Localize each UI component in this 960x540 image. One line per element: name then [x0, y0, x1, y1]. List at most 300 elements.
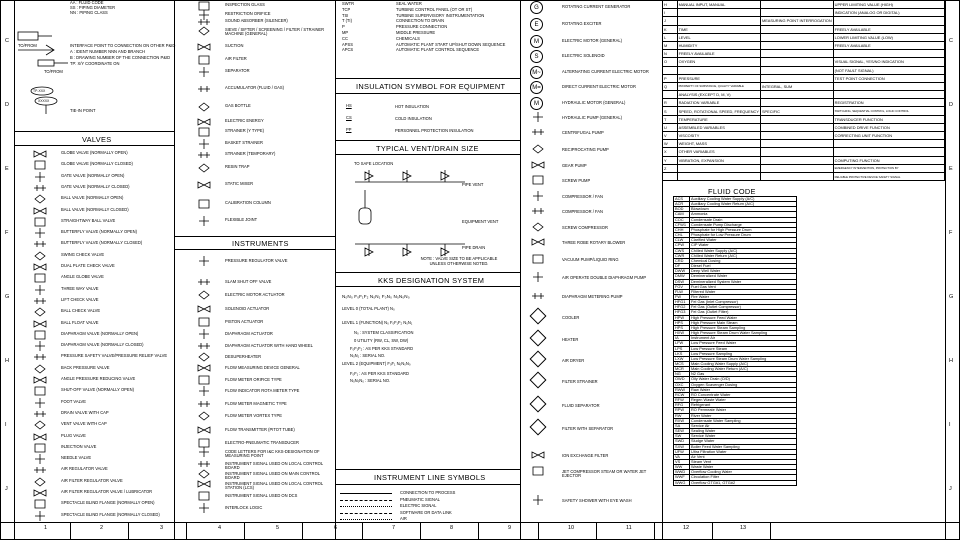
instrument-label: FLOW TRANSMITTER (PITOT TUBE): [225, 427, 295, 432]
equipment-label: SOUND ABSORBER (SILENCER): [225, 18, 288, 23]
fluid-code: CFW1: [674, 222, 690, 227]
fluid-description: High Pressure Feed Water: [690, 315, 797, 320]
kks-line: F₀F₁ : AS PER KKS STANDARD: [350, 371, 409, 376]
valve-symbol-icon: [32, 319, 48, 329]
abbrev-code: SWTR: [342, 1, 355, 6]
instrument-symbol-icon: [196, 386, 212, 396]
abbrev-meaning: CHEMICALS: [396, 35, 420, 41]
insulation-code: PP: [346, 127, 352, 132]
kks-letter-cell: RELIABLE PROTECTIVE DEVICE SAFETY SIGNAL: [833, 172, 944, 180]
rotating-label: ROTATING EXCITER: [562, 21, 602, 26]
fluid-description: Diesel Fuel: [690, 264, 797, 269]
fluid-description: Main Cooling Water Return (A/C): [690, 367, 797, 372]
kks-line: LEVEL 0 (TOTAL PLANT) N₀: [342, 306, 395, 311]
instrument-label: FLOW MEASURING DEVICE GENERAL: [225, 365, 300, 370]
valve-symbol-icon: [32, 443, 48, 453]
fluid-code: HFG2: [674, 305, 690, 310]
rotating-label: AIR OPERATE DOUBLE DIAPHRAGM PUMP: [562, 275, 647, 280]
fluid-code: WWF: [674, 475, 690, 480]
kks-letter-cell: [760, 99, 833, 107]
rotating-label: DIAPHRAGM METERING PUMP: [562, 294, 623, 299]
abbrev-code: CC: [342, 35, 348, 41]
safe-location-label: TO SAFE LOCATION: [354, 161, 394, 166]
section-line: [14, 131, 174, 132]
fluid-description: Circulation Filter: [690, 475, 797, 480]
fluid-description: Condensate Pump Discharge: [690, 222, 797, 227]
valve-symbol-icon: [32, 172, 48, 182]
fluid-description: Auxiliary Cooling Water Return (A/C): [690, 202, 797, 207]
kks-letter-cell: COMPUTING FUNCTION: [833, 156, 944, 164]
equipment-label: STATIC MIXER: [225, 181, 254, 186]
left-margin-line: [14, 0, 15, 540]
kks-letter-row: [663, 74, 945, 82]
valve-label: AIR FILTER REGULATOR VALVE: [61, 477, 123, 483]
equipment-symbol-icon: [196, 216, 212, 226]
instrument-symbol-icon: [196, 329, 212, 339]
abbrev-code: APCS: [342, 47, 354, 53]
rotating-label: ELECTRIC MOTOR (GENERAL): [562, 38, 622, 43]
pipe-vent-label: PIPE VENT: [462, 182, 484, 187]
row-label: E: [949, 166, 953, 172]
column-tick: [478, 522, 479, 540]
fluid-code: OXC: [674, 382, 690, 387]
equipment-symbol-icon: [196, 180, 212, 190]
valve-label: AIR FILTER REGULATOR VALVE / LUBRICATOR: [61, 489, 153, 494]
fluid-description: Instrument Air: [690, 336, 797, 341]
abbrev-meaning: SEAL WATER: [396, 1, 422, 6]
valve-symbol-icon: [32, 375, 48, 385]
line-symbol-label: AIR: [400, 516, 407, 521]
rotating-label: SAFETY SHOWER WITH EYE WASH: [562, 498, 632, 503]
valve-symbol-icon: [32, 206, 48, 216]
valve-symbol-icon: [32, 398, 48, 408]
instrument-label: DIAPHRAGM ACTUATOR: [225, 331, 273, 336]
instrument-symbol-icon: [196, 341, 212, 351]
valve-label: DIAPHRAGM VALVE (NORMALLY CLOSED): [61, 342, 144, 348]
pump-symbol-icon: [530, 272, 546, 282]
valve-label: FOOT VALVE: [61, 398, 87, 404]
instrument-symbol-icon: [196, 256, 212, 266]
kks-line: N₀N₀N₀ : SERIAL NO.: [350, 378, 391, 383]
abbrev-code: TCP: [342, 6, 351, 12]
kks-letter-cell: [833, 140, 944, 148]
valve-symbol-icon: [32, 477, 48, 487]
abbrev-meaning: TURBINE CONTROL PANEL (OT OR ST): [396, 6, 473, 12]
valve-symbol-icon: [32, 160, 48, 170]
fluid-code: CHL: [674, 233, 690, 238]
kks-letter-cell: SPEED, ROTATIONAL SPEED, FREQUENCY: [678, 108, 759, 114]
column-label: 3: [160, 525, 164, 531]
rotating-label: COOLER: [562, 315, 580, 320]
fluid-code-title: FLUID CODE: [708, 187, 756, 196]
kks-letter-cell: TEMPERATURE: [677, 115, 760, 123]
column-tick: [770, 522, 771, 540]
valve-label: SPECTACLE BLIND FLANGE (NORMALLY CLOSED): [61, 511, 160, 517]
line-symbol-label: CONNECTION TO PROCESS: [400, 490, 456, 495]
valve-symbol-icon: [32, 307, 48, 317]
valve-label: BACK PRESSURE VALVE: [61, 364, 110, 370]
fluid-description: Deep Well Water: [690, 269, 797, 274]
kks-letter-cell: VIBRATION, EXPANSION: [677, 156, 760, 164]
kks-letter-row: [663, 50, 945, 58]
kks-line: LEVEL 2 (EQUIPMENT) F₀F₁ N₀N₀N₀: [342, 361, 411, 366]
kks-letter-row: [663, 115, 945, 123]
line-symbol-label: PNEUMATIC SIGNAL: [400, 496, 440, 502]
rotating-symbol-icon: M: [530, 97, 543, 110]
interface-note: TP: X/Y COORDINATE ON: [70, 61, 120, 66]
row-label: C: [949, 38, 953, 44]
section-line: [335, 78, 520, 79]
valve-label: SWING CHECK VALVE: [61, 251, 105, 257]
valve-label: PLUG VALVE: [61, 432, 86, 438]
kks-letter-row: [663, 66, 945, 74]
rotating-symbol-icon: G: [530, 1, 543, 14]
fluid-description: Fire Water: [690, 294, 797, 299]
pump-symbol-icon: [530, 291, 546, 301]
kks-letter-cell: SWITCHING, SEQUENTIAL CONTROL, LOGIC CONTROL: [833, 107, 944, 115]
pump-symbol-icon: [530, 237, 546, 247]
rotating-label: ION EXCHANGE FILTER: [562, 453, 609, 458]
kks-letter-row: [663, 1, 945, 9]
abbrev-meaning: AUTOMATIC PLANT START UP/SHUT DOWN SEQUENCE: [396, 41, 506, 47]
fluid-description: Service Air: [690, 423, 797, 428]
kks-letter-cell: [760, 1, 833, 9]
valve-label: INJECTION VALVE: [61, 443, 97, 449]
kks-letter-cell: [663, 91, 678, 99]
fluid-description: Air Vent: [690, 454, 797, 459]
kks-letter-cell: [760, 132, 833, 140]
to-from-label: TO/FROM: [44, 69, 63, 74]
fluid-description: Overflow GTG#1, GTG#2: [690, 480, 797, 485]
tie-in-code: XXXXX: [38, 99, 50, 103]
kks-letter-cell: W: [663, 140, 678, 148]
section-line: [335, 272, 520, 273]
instrument-label: DESUPERHEATER: [225, 354, 262, 359]
equipment-symbol-icon: [196, 42, 212, 52]
rotating-symbol-icon: E: [530, 18, 543, 31]
rotating-label: COMPRESSOR / FAN: [562, 209, 603, 214]
fluid-code: CAM: [674, 212, 690, 217]
fluid-description: RO Concentrate Water: [690, 392, 797, 397]
instrument-symbol-icon: [196, 304, 212, 314]
fluid-code: RWW: [674, 387, 690, 392]
abbrev-meaning: MIDDLE PRESSURE: [396, 30, 436, 35]
kks-letter-cell: [760, 74, 833, 82]
valve-symbol-icon: [32, 511, 48, 521]
kks-code: N₀N₀ F₀F₁F₂ N₀N₁ F₀N₀ N₀N₀N₀: [342, 294, 410, 299]
pump-symbol-icon: [530, 127, 546, 137]
valve-symbol-icon: [32, 149, 48, 159]
insulation-code: HS: [346, 103, 352, 108]
fluid-code: VA: [674, 454, 690, 459]
row-label: H: [5, 358, 9, 364]
fluid-description: High Pressure Steam Drum Water Sampling: [690, 331, 797, 336]
valve-label: DIAPHRAGM VALVE (NORMALLY OPEN): [61, 330, 139, 336]
pump-symbol-icon: [530, 222, 546, 232]
instrument-label: INSTRUMENT SIGNAL USED ON DCS: [225, 493, 298, 498]
kks-letter-cell: [677, 9, 760, 17]
instrument-symbol-icon: [196, 491, 212, 501]
fluid-code: HXW: [674, 331, 690, 336]
instrument-symbol-icon: [196, 363, 212, 373]
instrument-symbol-icon: [196, 469, 212, 479]
insulation-label: COLD INSULATION: [395, 116, 432, 121]
kks-letter-row: [663, 132, 945, 140]
fluid-description: High Pressure Steam Sampling: [690, 325, 797, 330]
kks-line: F₀F₁F₂ : AS PER KKS STANDARD: [350, 346, 414, 351]
valve-symbol-icon: [32, 262, 48, 272]
kks-letter-cell: [833, 148, 944, 156]
equipment-label: STRAINER (TEMPORARY): [225, 151, 276, 156]
valve-symbol-icon: [32, 409, 48, 419]
valve-symbol-icon: [32, 488, 48, 498]
fluid-code: CHH: [674, 227, 690, 232]
instrument-label: INSTRUMENT SIGNAL USED ON MAIN CONTROL BOARD: [225, 471, 320, 481]
fluid-description: Blowdown: [690, 207, 797, 212]
valve-label: GLOBE VALVE (NORMALLY OPEN): [61, 150, 128, 155]
fluid-code-row: [674, 480, 797, 485]
column-label: 9: [508, 525, 512, 531]
interface-note: B : DRAWING NUMBER OF THE CONNECTION P&ID: [70, 55, 171, 60]
kks-letter-row: [663, 156, 945, 164]
row-label: G: [5, 294, 10, 300]
row-label: F: [5, 230, 9, 236]
rotating-label: ELECTRIC SOLENOID: [562, 53, 605, 58]
kks-letter-cell: EMERGENCY INTERVENTION, PROTECTION BY: [833, 164, 944, 172]
kks-letter-row: [663, 41, 945, 49]
kks-letter-cell: [833, 50, 944, 58]
fluid-description: Low Pressure Steam: [690, 346, 797, 351]
kks-letter-cell: ANALYSIS (EXCEPT D, M, V): [677, 91, 760, 99]
kks-letter-cell: [760, 66, 833, 74]
kks-letter-table: [662, 0, 945, 181]
instrument-label: FLOW INDICATOR ROTA METER TYPE: [225, 388, 300, 393]
fluid-description: Sludge Water: [690, 439, 797, 444]
kks-letter-cell: (NOT FAULT SIGNAL): [833, 66, 944, 74]
fluid-code: LXW: [674, 356, 690, 361]
fluid-code: MCS: [674, 362, 690, 367]
fluid-description: Filtered Water: [690, 289, 797, 294]
kks-letter-cell: LOWER LIMITING VALUE (LOW): [833, 33, 944, 41]
kks-letter-cell: [760, 164, 833, 172]
valve-symbol-icon: [32, 194, 48, 204]
kks-letter-row: [663, 58, 945, 66]
column-label: 7: [392, 525, 396, 531]
equipment-symbol-icon: [196, 150, 212, 160]
fluid-code: DSW: [674, 279, 690, 284]
fluid-description: Steam Vent: [690, 459, 797, 464]
fluid-code: CRD: [674, 258, 690, 263]
abbrev-code: MP: [342, 30, 349, 35]
valve-symbol-icon: [32, 296, 48, 306]
pipe-drain-label: PIPE DRAIN: [462, 245, 486, 250]
fluid-code: HPS: [674, 325, 690, 330]
rotating-symbol-icon: M~: [530, 66, 543, 79]
fluid-description: Regen Waste Water: [690, 398, 797, 403]
line-symbol: [340, 506, 392, 507]
valve-symbol-icon: [32, 330, 48, 340]
fluid-code: ACS: [674, 197, 690, 202]
valve-symbol-icon: [32, 499, 48, 509]
section-line: [174, 236, 335, 237]
pump-symbol-icon: [530, 495, 546, 505]
valve-symbol-icon: [32, 341, 48, 351]
fluid-description: Service Water: [690, 434, 797, 439]
fluid-code-table: [673, 196, 797, 486]
abbrev-code: P: [342, 24, 345, 30]
column-label: 12: [683, 525, 690, 531]
instrument-label: CODE LETTERS FOR I&C KKS-DESIGNATION OF MEASURING POINT: [225, 449, 320, 459]
rotating-label: THREE ROBE ROTARY BLOWER: [562, 240, 626, 245]
bottom-border-line: [0, 522, 960, 523]
valve-label: PRESSURE SAFETY VALVE/PRESSURE RELIEF VALVE: [61, 353, 168, 359]
kks-letter-cell: SPECIFIC: [760, 107, 833, 115]
instrument-label: FLOW METER VORTEX TYPE: [225, 413, 282, 418]
rotating-label: SCREW PUMP: [562, 178, 591, 183]
column-label: 8: [450, 525, 454, 531]
kks-letter-cell: VISUAL SIGNAL, YES/NO INDICATION: [833, 58, 944, 66]
rotating-label: FLUID SEPARATOR: [562, 403, 600, 408]
row-label: C: [5, 38, 9, 44]
rotating-label: HEATER: [562, 337, 579, 342]
fluid-description: Chilled Water Supply (A/C): [690, 248, 797, 253]
instrument-label: SLAM SHUT OFF VALVE: [225, 279, 272, 284]
fluid-description: Ammonia: [690, 212, 797, 217]
fluid-description: River Water: [690, 413, 797, 418]
fluid-code: FGV: [674, 284, 690, 289]
column-tick: [302, 522, 303, 540]
fluid-code: RCW: [674, 392, 690, 397]
fluid-code: LPS: [674, 346, 690, 351]
kks-letter-cell: [760, 91, 833, 99]
interface-note: INTERFACE POINT TO CONNECTION ON OTHER P&ID: [70, 43, 176, 48]
kks-letter-row: [663, 99, 945, 107]
valve-label: VENT VALVE WITH CAP: [61, 421, 107, 427]
fluid-description: Phosphate for High Pressure Drum: [690, 227, 797, 232]
rotating-label: VACUUM PUMP/LIQUID RING: [562, 257, 619, 262]
equipment-label: SUCTION: [225, 43, 244, 48]
fluid-description: N2 Gas: [690, 372, 797, 377]
valve-label: BALL FLOAT VALVE: [61, 319, 99, 325]
equipment-label: CALIBRATION COLUMN: [225, 200, 271, 205]
kks-letter-cell: REGISTRATION: [833, 99, 944, 107]
equipment-label: SIEVE / SIFTER / SCREENING / FILTER / STRAINER MACHINE (GENERAL): [225, 27, 325, 37]
fluid-description: Demineralized System Water: [690, 279, 797, 284]
row-label: J: [5, 486, 8, 492]
valve-label: SPECTACLE BLIND FLANGE (NORMALLY OPEN): [61, 500, 155, 506]
equipment-label: INSPECTION GLASS: [225, 2, 265, 7]
column-label: 1: [44, 525, 48, 531]
fluid-code: SWD: [674, 439, 690, 444]
fluid-code: HFG3: [674, 310, 690, 315]
valve-label: BALL VALVE (NORMALLY OPEN): [61, 195, 124, 201]
equipment-label: SEPARATOR: [225, 68, 250, 73]
fluid-description: Condensate Water Sampling: [690, 418, 797, 423]
fluid-code: UFW: [674, 449, 690, 454]
instrument-symbol-icon: [196, 411, 212, 421]
kks-letter-cell: [760, 148, 833, 156]
equipment-symbol-icon: [196, 55, 212, 65]
fluid-code: OWD: [674, 377, 690, 382]
instrument-label: INTERLOCK LOGIC: [225, 505, 263, 510]
fluid-code: LKS: [674, 351, 690, 356]
fluid-description: Low Pressure Steam Drum Water Sampling: [690, 356, 797, 361]
abbrev-meaning: TURBINE SUPERVISORY INSTRUMENTATION: [396, 12, 485, 18]
pump-symbol-icon: [530, 175, 546, 185]
kks-letter-cell: N: [663, 50, 678, 58]
kks-line: 0 UTILITY (RW, CL, SW, DW): [354, 338, 409, 343]
tie-in-label: TIE-IN POINT: [70, 108, 96, 113]
equipment-label: STRAINER (Y TYPE): [225, 128, 264, 133]
kks-letter-cell: S: [663, 107, 678, 115]
kks-letter-cell: K: [663, 25, 678, 33]
kks-letter-cell: WEIGHT, MASS: [677, 140, 760, 148]
section-line: [335, 93, 520, 94]
abbrev-code: T (TI): [342, 18, 352, 24]
kks-letter-row: [663, 140, 945, 148]
kks-letter-cell: INTEGRAL, SUM: [760, 82, 833, 90]
kks-letter-cell: PRESSURE: [677, 74, 760, 82]
insulation-label: HOT INSULATION: [395, 104, 429, 109]
instrument-symbol-icon: [196, 479, 212, 489]
line-symbol-label: SOFTWARE OR DATA LINK: [400, 509, 452, 515]
kks-letter-cell: CORRECTING UNIT FUNCTION: [833, 132, 944, 140]
pump-symbol-icon: [530, 144, 546, 154]
kks-line: N₀ : SYSTEM CLASSIFICATION: [354, 330, 414, 335]
line-symbol: [340, 513, 392, 514]
rotating-label: RECIPROCATING PUMP: [562, 147, 609, 152]
equipment-symbol-icon: [196, 117, 212, 127]
valve-symbol-icon: [32, 364, 48, 374]
fluid-code: HPW: [674, 315, 690, 320]
column-label: 4: [218, 525, 222, 531]
column-tick: [186, 522, 187, 540]
fluid-code: RFG: [674, 403, 690, 408]
fluid-code: HPS: [674, 320, 690, 325]
kks-letter-cell: MANUAL INPUT, MANUAL: [677, 1, 760, 9]
kks-letter-cell: L: [663, 33, 678, 41]
pump-symbol-icon: [530, 450, 546, 460]
valve-symbol-icon: [32, 454, 48, 464]
valve-label: BALL CHECK VALVE: [61, 308, 101, 314]
section-line: [335, 469, 520, 470]
kks-letter-cell: [760, 9, 833, 17]
fluid-description: RO Permeate Water: [690, 408, 797, 413]
kks-letter-cell: [760, 140, 833, 148]
kks-letter-cell: H: [663, 1, 678, 9]
instrument-label: INSTRUMENT SIGNAL USED ON LOCAL CONTROL BOARD: [225, 461, 323, 471]
column-divider: [335, 0, 336, 540]
kks-letter-cell: PROPERTY OF SUBSTANCE, QUALITY VARIABLE: [677, 82, 760, 90]
fluid-description: Refrigerant: [690, 403, 797, 408]
column-label: 2: [100, 525, 104, 531]
kks-letter-cell: U: [663, 123, 678, 131]
fluid-code: MCR: [674, 367, 690, 372]
fluid-code: RXW: [674, 418, 690, 423]
insulation-label: PERSONNEL PROTECTION INSULATION: [395, 128, 474, 133]
column-tick: [538, 522, 539, 540]
equipment-label: RESTRICTION ORIFICE: [225, 11, 271, 16]
fluid-code: IA: [674, 336, 690, 341]
kks-letter-cell: UPPER LIMITING VALUE (HIGH): [833, 1, 944, 9]
instrument-symbol-icon: [196, 375, 212, 385]
instrument-symbol-icon: [196, 317, 212, 327]
insulation-title: INSULATION SYMBOL FOR EQUIPMENT: [356, 82, 506, 91]
instrument-symbol-icon: [196, 503, 212, 513]
tie-in-tag: TP-XXX: [33, 89, 46, 93]
fluid-code: RW: [674, 413, 690, 418]
kks-letter-cell: [760, 58, 833, 66]
